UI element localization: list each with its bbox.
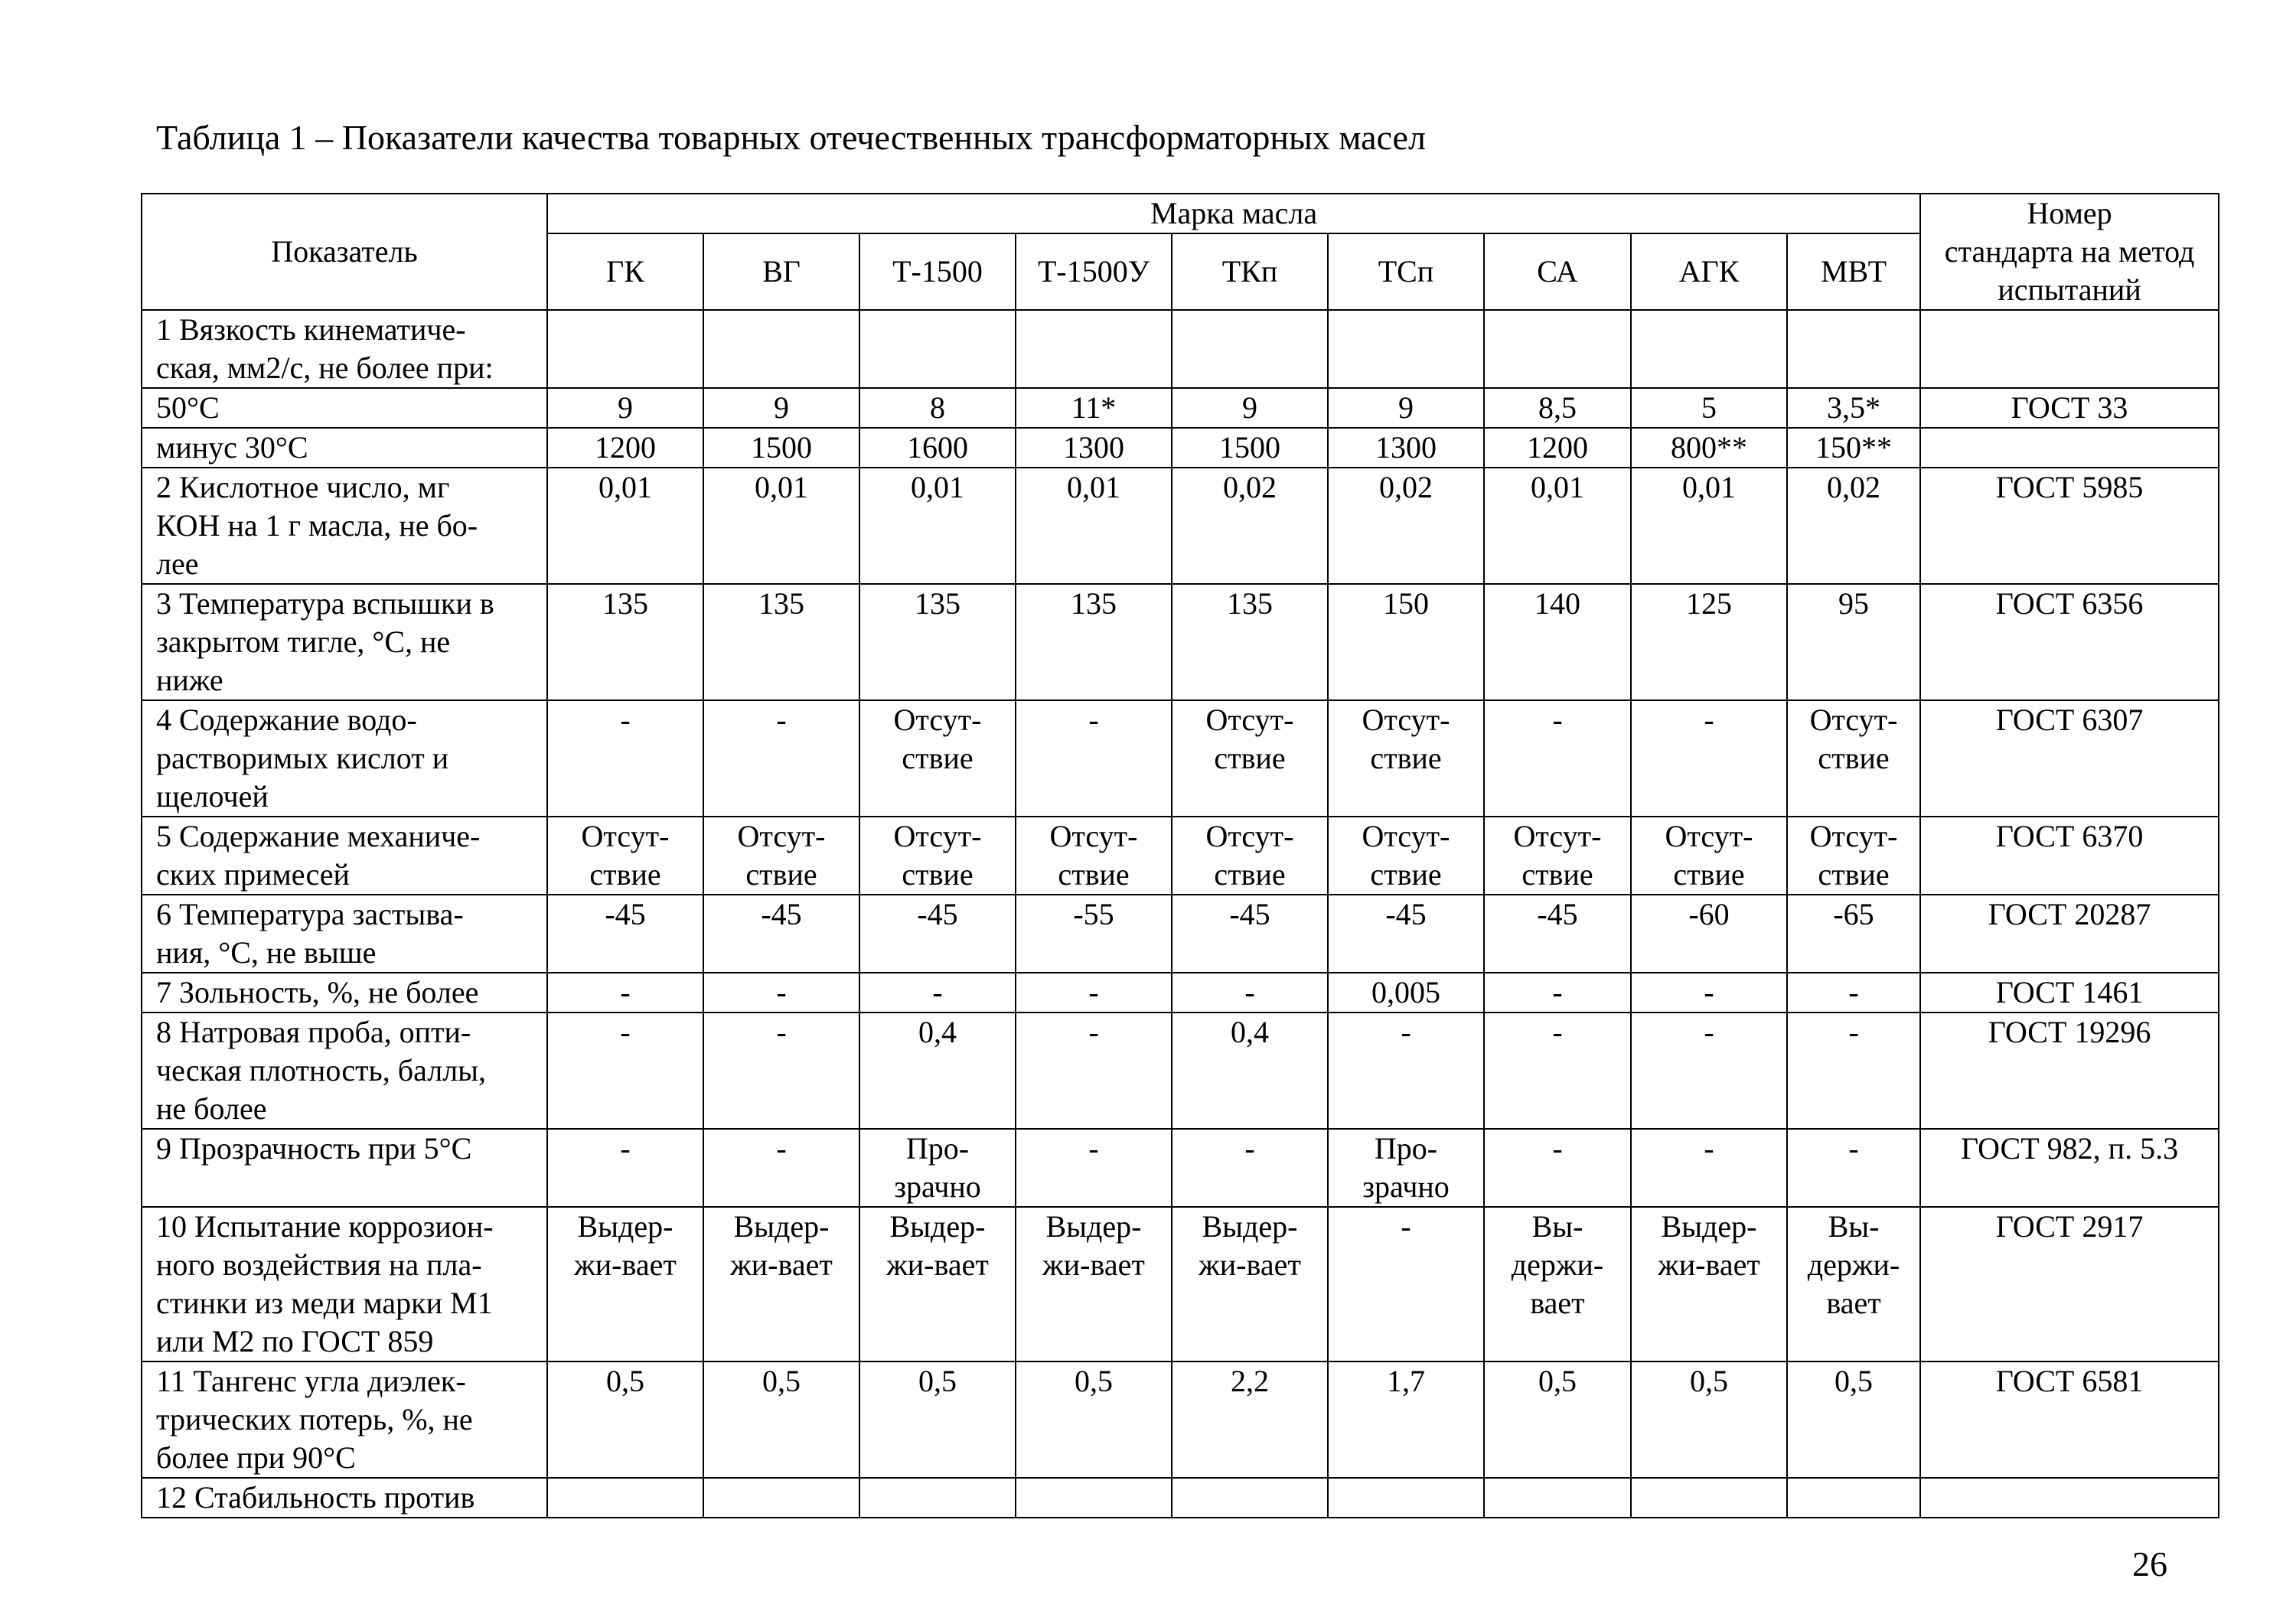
value-cell: Выдер- жи-вает xyxy=(1631,1207,1787,1361)
row-indicator: 5 Содержание механиче- ских примесей xyxy=(142,817,547,895)
value-cell: - xyxy=(1172,973,1328,1013)
value-cell: 9 xyxy=(547,388,703,428)
value-cell: 1200 xyxy=(1484,428,1631,468)
value-cell: 0,4 xyxy=(859,1013,1016,1129)
value-cell: - xyxy=(1787,1013,1920,1129)
value-cell: 1300 xyxy=(1328,428,1484,468)
value-cell: - xyxy=(547,973,703,1013)
value-cell: 150 xyxy=(1328,584,1484,700)
oil-quality-table xyxy=(141,193,2219,1518)
value-cell: 800** xyxy=(1631,428,1787,468)
row-indicator: 10 Испытание коррозион- ного воздействия на пла- стинки из меди марки М1 или М2 по ГОСТ 859 xyxy=(142,1207,547,1361)
row-indicator: 50°С xyxy=(142,388,547,428)
value-cell: - xyxy=(703,973,859,1013)
value-cell: Вы- держи- вает xyxy=(1787,1207,1920,1361)
value-cell: 0,01 xyxy=(703,468,859,584)
value-cell: 0,01 xyxy=(547,468,703,584)
row-standard: ГОСТ 5985 xyxy=(1920,468,2219,584)
value-cell: 1500 xyxy=(1172,428,1328,468)
value-cell: - xyxy=(1016,1129,1172,1207)
value-cell: -45 xyxy=(859,895,1016,973)
value-cell xyxy=(703,310,859,388)
value-cell: - xyxy=(1328,1207,1484,1361)
value-cell: -45 xyxy=(1328,895,1484,973)
value-cell: -45 xyxy=(703,895,859,973)
value-cell: 135 xyxy=(1172,584,1328,700)
table-row xyxy=(142,1361,2219,1478)
value-cell: 135 xyxy=(1016,584,1172,700)
value-cell: Отсут- ствие xyxy=(1631,817,1787,895)
value-cell: 0,5 xyxy=(1787,1361,1920,1478)
table-row xyxy=(142,388,2219,428)
value-cell: Отсут- ствие xyxy=(547,817,703,895)
value-cell: Выдер- жи-вает xyxy=(1016,1207,1172,1361)
row-indicator: 2 Кислотное число, мг КОН на 1 г масла, не бо- лее xyxy=(142,468,547,584)
header-brand: ТКп xyxy=(1172,233,1328,310)
row-standard: ГОСТ 2917 xyxy=(1920,1207,2219,1361)
value-cell: 1500 xyxy=(703,428,859,468)
value-cell: Отсут- ствие xyxy=(1172,817,1328,895)
value-cell: 1,7 xyxy=(1328,1361,1484,1478)
value-cell: -55 xyxy=(1016,895,1172,973)
value-cell: 0,5 xyxy=(1016,1361,1172,1478)
row-indicator: 3 Температура вспышки в закрытом тигле, °С, не ниже xyxy=(142,584,547,700)
header-brand: ГК xyxy=(547,233,703,310)
value-cell xyxy=(1787,310,1920,388)
value-cell: 0,5 xyxy=(547,1361,703,1478)
value-cell: Отсут- ствие xyxy=(1328,700,1484,817)
value-cell: - xyxy=(1631,1013,1787,1129)
value-cell xyxy=(1631,310,1787,388)
value-cell: 0,5 xyxy=(859,1361,1016,1478)
value-cell: Выдер- жи-вает xyxy=(547,1207,703,1361)
header-brand: Т-1500 xyxy=(859,233,1016,310)
table-row xyxy=(142,1013,2219,1129)
value-cell: 0,01 xyxy=(1484,468,1631,584)
value-cell: - xyxy=(703,1129,859,1207)
value-cell: - xyxy=(1016,700,1172,817)
value-cell: 0,01 xyxy=(1631,468,1787,584)
value-cell: -65 xyxy=(1787,895,1920,973)
value-cell: - xyxy=(1172,1129,1328,1207)
value-cell xyxy=(859,310,1016,388)
value-cell: 125 xyxy=(1631,584,1787,700)
value-cell: - xyxy=(547,1129,703,1207)
value-cell: - xyxy=(1016,973,1172,1013)
value-cell: Отсут- ствие xyxy=(1016,817,1172,895)
value-cell: 135 xyxy=(859,584,1016,700)
header-brand: АГК xyxy=(1631,233,1787,310)
value-cell: 0,5 xyxy=(1484,1361,1631,1478)
value-cell: Отсут- ствие xyxy=(1787,817,1920,895)
row-standard xyxy=(1920,428,2219,468)
value-cell: - xyxy=(1631,1129,1787,1207)
row-standard: ГОСТ 982, п. 5.3 xyxy=(1920,1129,2219,1207)
row-standard: ГОСТ 20287 xyxy=(1920,895,2219,973)
value-cell: - xyxy=(1016,1013,1172,1129)
row-indicator: 7 Зольность, %, не более xyxy=(142,973,547,1013)
table-row xyxy=(142,1129,2219,1207)
table-row xyxy=(142,1207,2219,1361)
value-cell: 135 xyxy=(547,584,703,700)
value-cell: 5 xyxy=(1631,388,1787,428)
value-cell xyxy=(1328,1478,1484,1518)
value-cell: 3,5* xyxy=(1787,388,1920,428)
value-cell: 95 xyxy=(1787,584,1920,700)
value-cell: 8,5 xyxy=(1484,388,1631,428)
value-cell: 9 xyxy=(1172,388,1328,428)
value-cell: - xyxy=(1631,700,1787,817)
value-cell: - xyxy=(1484,973,1631,1013)
value-cell: 135 xyxy=(703,584,859,700)
value-cell: Отсут- ствие xyxy=(859,817,1016,895)
table-row xyxy=(142,428,2219,468)
value-cell xyxy=(1631,1478,1787,1518)
row-standard xyxy=(1920,1478,2219,1518)
header-standard: Номер стандарта на метод испытаний xyxy=(1920,194,2219,310)
value-cell xyxy=(1787,1478,1920,1518)
value-cell: -60 xyxy=(1631,895,1787,973)
value-cell: 9 xyxy=(703,388,859,428)
value-cell: - xyxy=(703,1013,859,1129)
value-cell xyxy=(1484,1478,1631,1518)
header-brand-group: Марка масла xyxy=(547,194,1920,233)
value-cell: - xyxy=(703,700,859,817)
row-indicator: 4 Содержание водо- растворимых кислот и щелочей xyxy=(142,700,547,817)
row-standard xyxy=(1920,310,2219,388)
value-cell: 0,01 xyxy=(1016,468,1172,584)
value-cell: 1200 xyxy=(547,428,703,468)
header-indicator: Показатель xyxy=(142,194,547,310)
value-cell: Про- зрачно xyxy=(1328,1129,1484,1207)
table-row xyxy=(142,584,2219,700)
value-cell xyxy=(547,310,703,388)
value-cell xyxy=(1328,310,1484,388)
value-cell: Отсут- ствие xyxy=(859,700,1016,817)
value-cell: - xyxy=(1631,973,1787,1013)
header-brand: СА xyxy=(1484,233,1631,310)
value-cell: 0,02 xyxy=(1172,468,1328,584)
value-cell: - xyxy=(547,700,703,817)
value-cell: -45 xyxy=(1172,895,1328,973)
value-cell: 0,5 xyxy=(1631,1361,1787,1478)
row-indicator: 1 Вязкость кинематиче- ская, мм2/с, не более при: xyxy=(142,310,547,388)
table-row xyxy=(142,817,2219,895)
value-cell xyxy=(859,1478,1016,1518)
value-cell: 0,01 xyxy=(859,468,1016,584)
table-row xyxy=(142,468,2219,584)
value-cell: 8 xyxy=(859,388,1016,428)
row-standard: ГОСТ 6370 xyxy=(1920,817,2219,895)
header-brand: Т-1500У xyxy=(1016,233,1172,310)
row-standard: ГОСТ 19296 xyxy=(1920,1013,2219,1129)
table-row xyxy=(142,973,2219,1013)
row-standard: ГОСТ 6307 xyxy=(1920,700,2219,817)
value-cell: - xyxy=(1484,1013,1631,1129)
row-indicator: минус 30°С xyxy=(142,428,547,468)
table-row xyxy=(142,700,2219,817)
value-cell: Отсут- ствие xyxy=(1484,817,1631,895)
value-cell: 11* xyxy=(1016,388,1172,428)
value-cell: 1600 xyxy=(859,428,1016,468)
value-cell: - xyxy=(1328,1013,1484,1129)
value-cell xyxy=(547,1478,703,1518)
value-cell: 150** xyxy=(1787,428,1920,468)
value-cell: Отсут- ствие xyxy=(1172,700,1328,817)
value-cell: Выдер- жи-вает xyxy=(703,1207,859,1361)
value-cell: Отсут- ствие xyxy=(703,817,859,895)
row-indicator: 12 Стабильность против xyxy=(142,1478,547,1518)
row-indicator: 11 Тангенс угла диэлек- трических потерь, %, не более при 90°С xyxy=(142,1361,547,1478)
header-brand: ВГ xyxy=(703,233,859,310)
page-number: 26 xyxy=(2132,1544,2167,1583)
value-cell: Выдер- жи-вает xyxy=(859,1207,1016,1361)
row-standard: ГОСТ 6356 xyxy=(1920,584,2219,700)
value-cell: 1300 xyxy=(1016,428,1172,468)
table-row xyxy=(142,310,2219,388)
header-brand: ТСп xyxy=(1328,233,1484,310)
value-cell: - xyxy=(1484,700,1631,817)
value-cell xyxy=(1484,310,1631,388)
value-cell: - xyxy=(1484,1129,1631,1207)
row-standard: ГОСТ 33 xyxy=(1920,388,2219,428)
value-cell: 140 xyxy=(1484,584,1631,700)
table-caption: Таблица 1 – Показатели качества товарных отечественных трансформаторных масел xyxy=(156,118,1426,157)
row-indicator: 9 Прозрачность при 5°С xyxy=(142,1129,547,1207)
value-cell: Выдер- жи-вает xyxy=(1172,1207,1328,1361)
value-cell: 0,5 xyxy=(703,1361,859,1478)
value-cell: Отсут- ствие xyxy=(1787,700,1920,817)
row-standard: ГОСТ 1461 xyxy=(1920,973,2219,1013)
value-cell xyxy=(1172,310,1328,388)
value-cell: - xyxy=(1787,1129,1920,1207)
value-cell: - xyxy=(1787,973,1920,1013)
value-cell: 0,005 xyxy=(1328,973,1484,1013)
value-cell: 9 xyxy=(1328,388,1484,428)
row-indicator: 6 Температура застыва- ния, °С, не выше xyxy=(142,895,547,973)
value-cell xyxy=(1172,1478,1328,1518)
value-cell: 2,2 xyxy=(1172,1361,1328,1478)
value-cell: Вы- держи- вает xyxy=(1484,1207,1631,1361)
value-cell: 0,4 xyxy=(1172,1013,1328,1129)
table-row xyxy=(142,1478,2219,1518)
value-cell: - xyxy=(859,973,1016,1013)
table-row xyxy=(142,895,2219,973)
value-cell: -45 xyxy=(1484,895,1631,973)
value-cell: - xyxy=(547,1013,703,1129)
row-indicator: 8 Натровая проба, опти- ческая плотность, баллы, не более xyxy=(142,1013,547,1129)
value-cell xyxy=(703,1478,859,1518)
value-cell xyxy=(1016,1478,1172,1518)
header-brand: МВТ xyxy=(1787,233,1920,310)
value-cell: Про- зрачно xyxy=(859,1129,1016,1207)
value-cell xyxy=(1016,310,1172,388)
value-cell: 0,02 xyxy=(1787,468,1920,584)
value-cell: 0,02 xyxy=(1328,468,1484,584)
row-standard: ГОСТ 6581 xyxy=(1920,1361,2219,1478)
value-cell: Отсут- ствие xyxy=(1328,817,1484,895)
value-cell: -45 xyxy=(547,895,703,973)
